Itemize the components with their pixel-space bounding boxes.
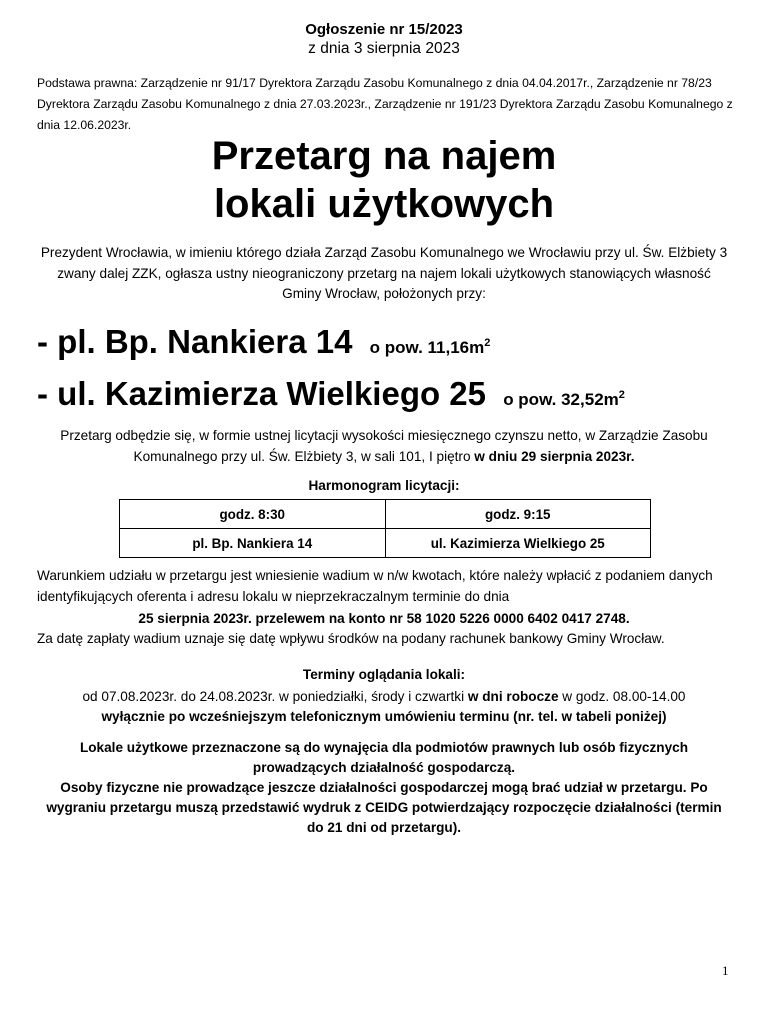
viewing-working-days: w dni robocze xyxy=(467,689,559,704)
table-cell: pl. Bp. Nankiera 14 xyxy=(120,529,386,558)
location-item xyxy=(37,375,625,413)
viewing-phone-note: wyłącznie po wcześniejszym telefonicznym umówieniu terminu (nr. tel. w tabeli poniżej) xyxy=(101,709,667,724)
announcement-date: z dnia 3 sierpnia 2023 xyxy=(308,40,460,57)
location-address: - ul. Kazimierza Wielkiego 25 xyxy=(37,375,487,412)
viewing-dates xyxy=(0,689,768,704)
area-unit-exponent: 2 xyxy=(484,337,491,349)
page-title-line-2: lokali użytkowych xyxy=(213,182,555,226)
location-address: - pl. Bp. Nankiera 14 xyxy=(37,323,353,360)
table-cell: ul. Kazimierza Wielkiego 25 xyxy=(385,529,651,558)
deposit-deadline: 25 sierpnia 2023r. przelewem na konto nr 58 1020 5226 0000 6402 0417 2748. xyxy=(138,611,630,626)
legal-basis: Podstawa prawna: Zarządzenie nr 91/17 Dyrektora Zarządu Zasobu Komunalnego z dnia 04.04.2017r., Zarządzenie nr 78/23 Dyrektora Zarządu Zasobu Komunalnego z dnia 27.03.2023r., Zarządzenie nr 191/23 Dyrektora Zarządu Zasobu Komunalnego z dnia 12.06.2023r. xyxy=(37,76,733,132)
final-note xyxy=(40,738,728,838)
page-title-line-1: Przetarg na najem xyxy=(211,134,557,178)
table-row xyxy=(120,529,651,558)
final-note-line-1: Lokale użytkowe przeznaczone są do wynajęcia dla podmiotów prawnych lub osób fizycznych prowadzących działalność gospodarczą. xyxy=(79,740,689,775)
schedule-heading: Harmonogram licytacji: xyxy=(308,478,460,493)
viewing-dates-text: od 07.08.2023r. do 24.08.2023r. w poniedziałki, środy i czwartki xyxy=(82,689,468,704)
final-note-line-2: Osoby fizyczne nie prowadzące jeszcze działalności gospodarczej mogą brać udział w przetargu. Po wygraniu przetargu muszą przedstawić wydruk z CEIDG potwierdzający rozpoczęcie działalności (termin do 21 dni od przetargu). xyxy=(46,780,722,835)
area-unit-exponent: 2 xyxy=(618,389,625,401)
auction-info xyxy=(40,426,728,467)
page-title xyxy=(0,132,768,228)
intro-paragraph: Prezydent Wrocławia, w imieniu którego działa Zarząd Zasobu Komunalnego we Wrocławiu przy ul. Św. Elżbiety 3 zwany dalej ZZK, ogłasza ustny nieograniczony przetarg na najem lokali użytkowych stanowiących własność Gminy Wrocław, położonych przy: xyxy=(40,245,728,301)
location-area xyxy=(370,338,491,357)
viewing-heading: Terminy oglądania lokali: xyxy=(302,667,466,682)
auction-date: w dniu 29 sierpnia 2023r. xyxy=(474,448,635,464)
payment-note: Za datę zapłaty wadium uznaje się datę wpływu środków na podany rachunek bankowy Gminy Wrocław. xyxy=(37,631,665,646)
announcement-number: Ogłoszenie nr 15/2023 xyxy=(305,21,463,38)
location-area-value: o pow. 11,16m xyxy=(369,338,485,357)
table-cell: godz. 8:30 xyxy=(120,500,386,529)
viewing-hours: w godz. 08.00-14.00 xyxy=(558,689,686,704)
schedule-table xyxy=(119,499,651,558)
page-number: 1 xyxy=(722,963,729,978)
location-item xyxy=(37,323,490,361)
auction-text: Przetarg odbędzie się, w formie ustnej licytacji wysokości miesięcznego czynszu netto, w Zarządzie Zasobu Komunalnego przy ul. Św. Elżbiety 3, w sali 101, I piętro xyxy=(60,428,708,464)
table-row xyxy=(120,500,651,529)
deposit-condition: Warunkiem udziału w przetargu jest wniesienie wadium w n/w kwotach, które należy wpłacić z podaniem danych identyfikujących oferenta i adresu lokalu w nieprzekraczalnym terminie do dnia xyxy=(37,568,713,604)
table-cell: godz. 9:15 xyxy=(385,500,651,529)
location-area xyxy=(503,390,625,409)
location-area-value: o pow. 32,52m xyxy=(503,390,619,409)
